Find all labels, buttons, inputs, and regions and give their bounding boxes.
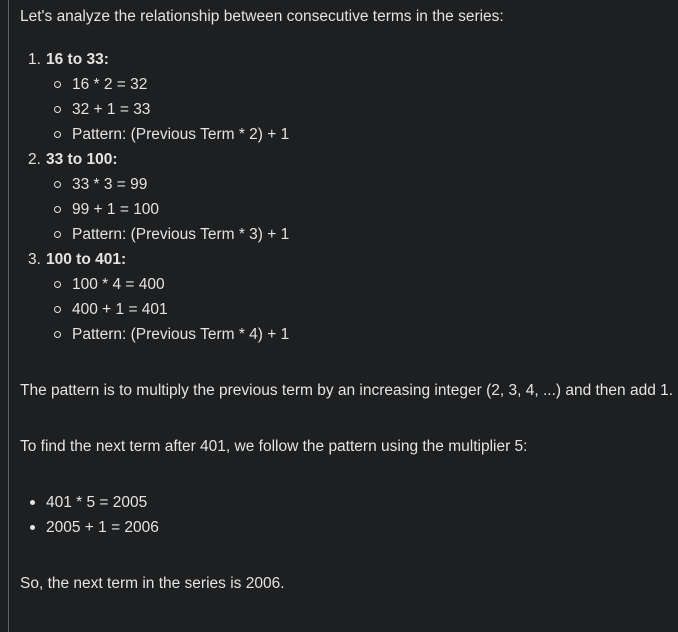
calculation-text: 401 * 5 = 2005	[46, 494, 148, 511]
sub-item-text: Pattern: (Previous Term * 4) + 1	[72, 326, 290, 343]
step-number: 3.	[28, 251, 41, 268]
sub-item	[46, 72, 678, 97]
step-item	[20, 47, 678, 147]
hollow-bullet-icon	[54, 81, 61, 88]
calculation-item	[20, 515, 678, 540]
sub-item	[46, 222, 678, 247]
pattern-summary: The pattern is to multiply the previous term by an increasing integer (2, 3, 4, ...) and then add 1.	[20, 382, 674, 399]
hollow-bullet-icon	[54, 281, 61, 288]
sub-item	[46, 122, 678, 147]
response-content	[20, 4, 678, 596]
sub-item	[46, 297, 678, 322]
step-item	[20, 147, 678, 247]
sub-item-text: Pattern: (Previous Term * 3) + 1	[72, 226, 290, 243]
hollow-bullet-icon	[54, 106, 61, 113]
sub-item	[46, 272, 678, 297]
sub-item-text: 16 * 2 = 32	[72, 76, 148, 93]
step-number: 2.	[28, 151, 41, 168]
left-rule	[8, 0, 9, 632]
step-title: 100 to 401:	[46, 251, 127, 268]
hollow-bullet-icon	[54, 331, 61, 338]
calculation-list	[20, 490, 678, 540]
step-title: 33 to 100:	[46, 151, 118, 168]
step-number: 1.	[28, 51, 41, 68]
sub-item-text: 400 + 1 = 401	[72, 301, 168, 318]
sub-item-text: 99 + 1 = 100	[72, 201, 160, 218]
hollow-bullet-icon	[54, 206, 61, 213]
steps-list	[20, 47, 678, 347]
filled-bullet-icon	[30, 500, 35, 505]
calculation-text: 2005 + 1 = 2006	[46, 519, 159, 536]
sub-item	[46, 172, 678, 197]
conclusion-text: So, the next term in the series is 2006.	[20, 575, 285, 592]
sub-item	[46, 197, 678, 222]
hollow-bullet-icon	[54, 131, 61, 138]
sub-item-text: 32 + 1 = 33	[72, 101, 151, 118]
step-sublist	[46, 272, 678, 347]
step-sublist	[46, 72, 678, 147]
step-title: 16 to 33:	[46, 51, 109, 68]
hollow-bullet-icon	[54, 231, 61, 238]
sub-item-text: Pattern: (Previous Term * 2) + 1	[72, 126, 290, 143]
sub-item	[46, 322, 678, 347]
sub-item-text: 100 * 4 = 400	[72, 276, 165, 293]
step-item	[20, 247, 678, 347]
sub-item	[46, 97, 678, 122]
intro-text: Let's analyze the relationship between consecutive terms in the series:	[20, 8, 504, 25]
step-sublist	[46, 172, 678, 247]
calculation-item	[20, 490, 678, 515]
sub-item-text: 33 * 3 = 99	[72, 176, 148, 193]
hollow-bullet-icon	[54, 181, 61, 188]
next-term-intro: To find the next term after 401, we follow the pattern using the multiplier 5:	[20, 438, 528, 455]
hollow-bullet-icon	[54, 306, 61, 313]
filled-bullet-icon	[30, 525, 35, 530]
